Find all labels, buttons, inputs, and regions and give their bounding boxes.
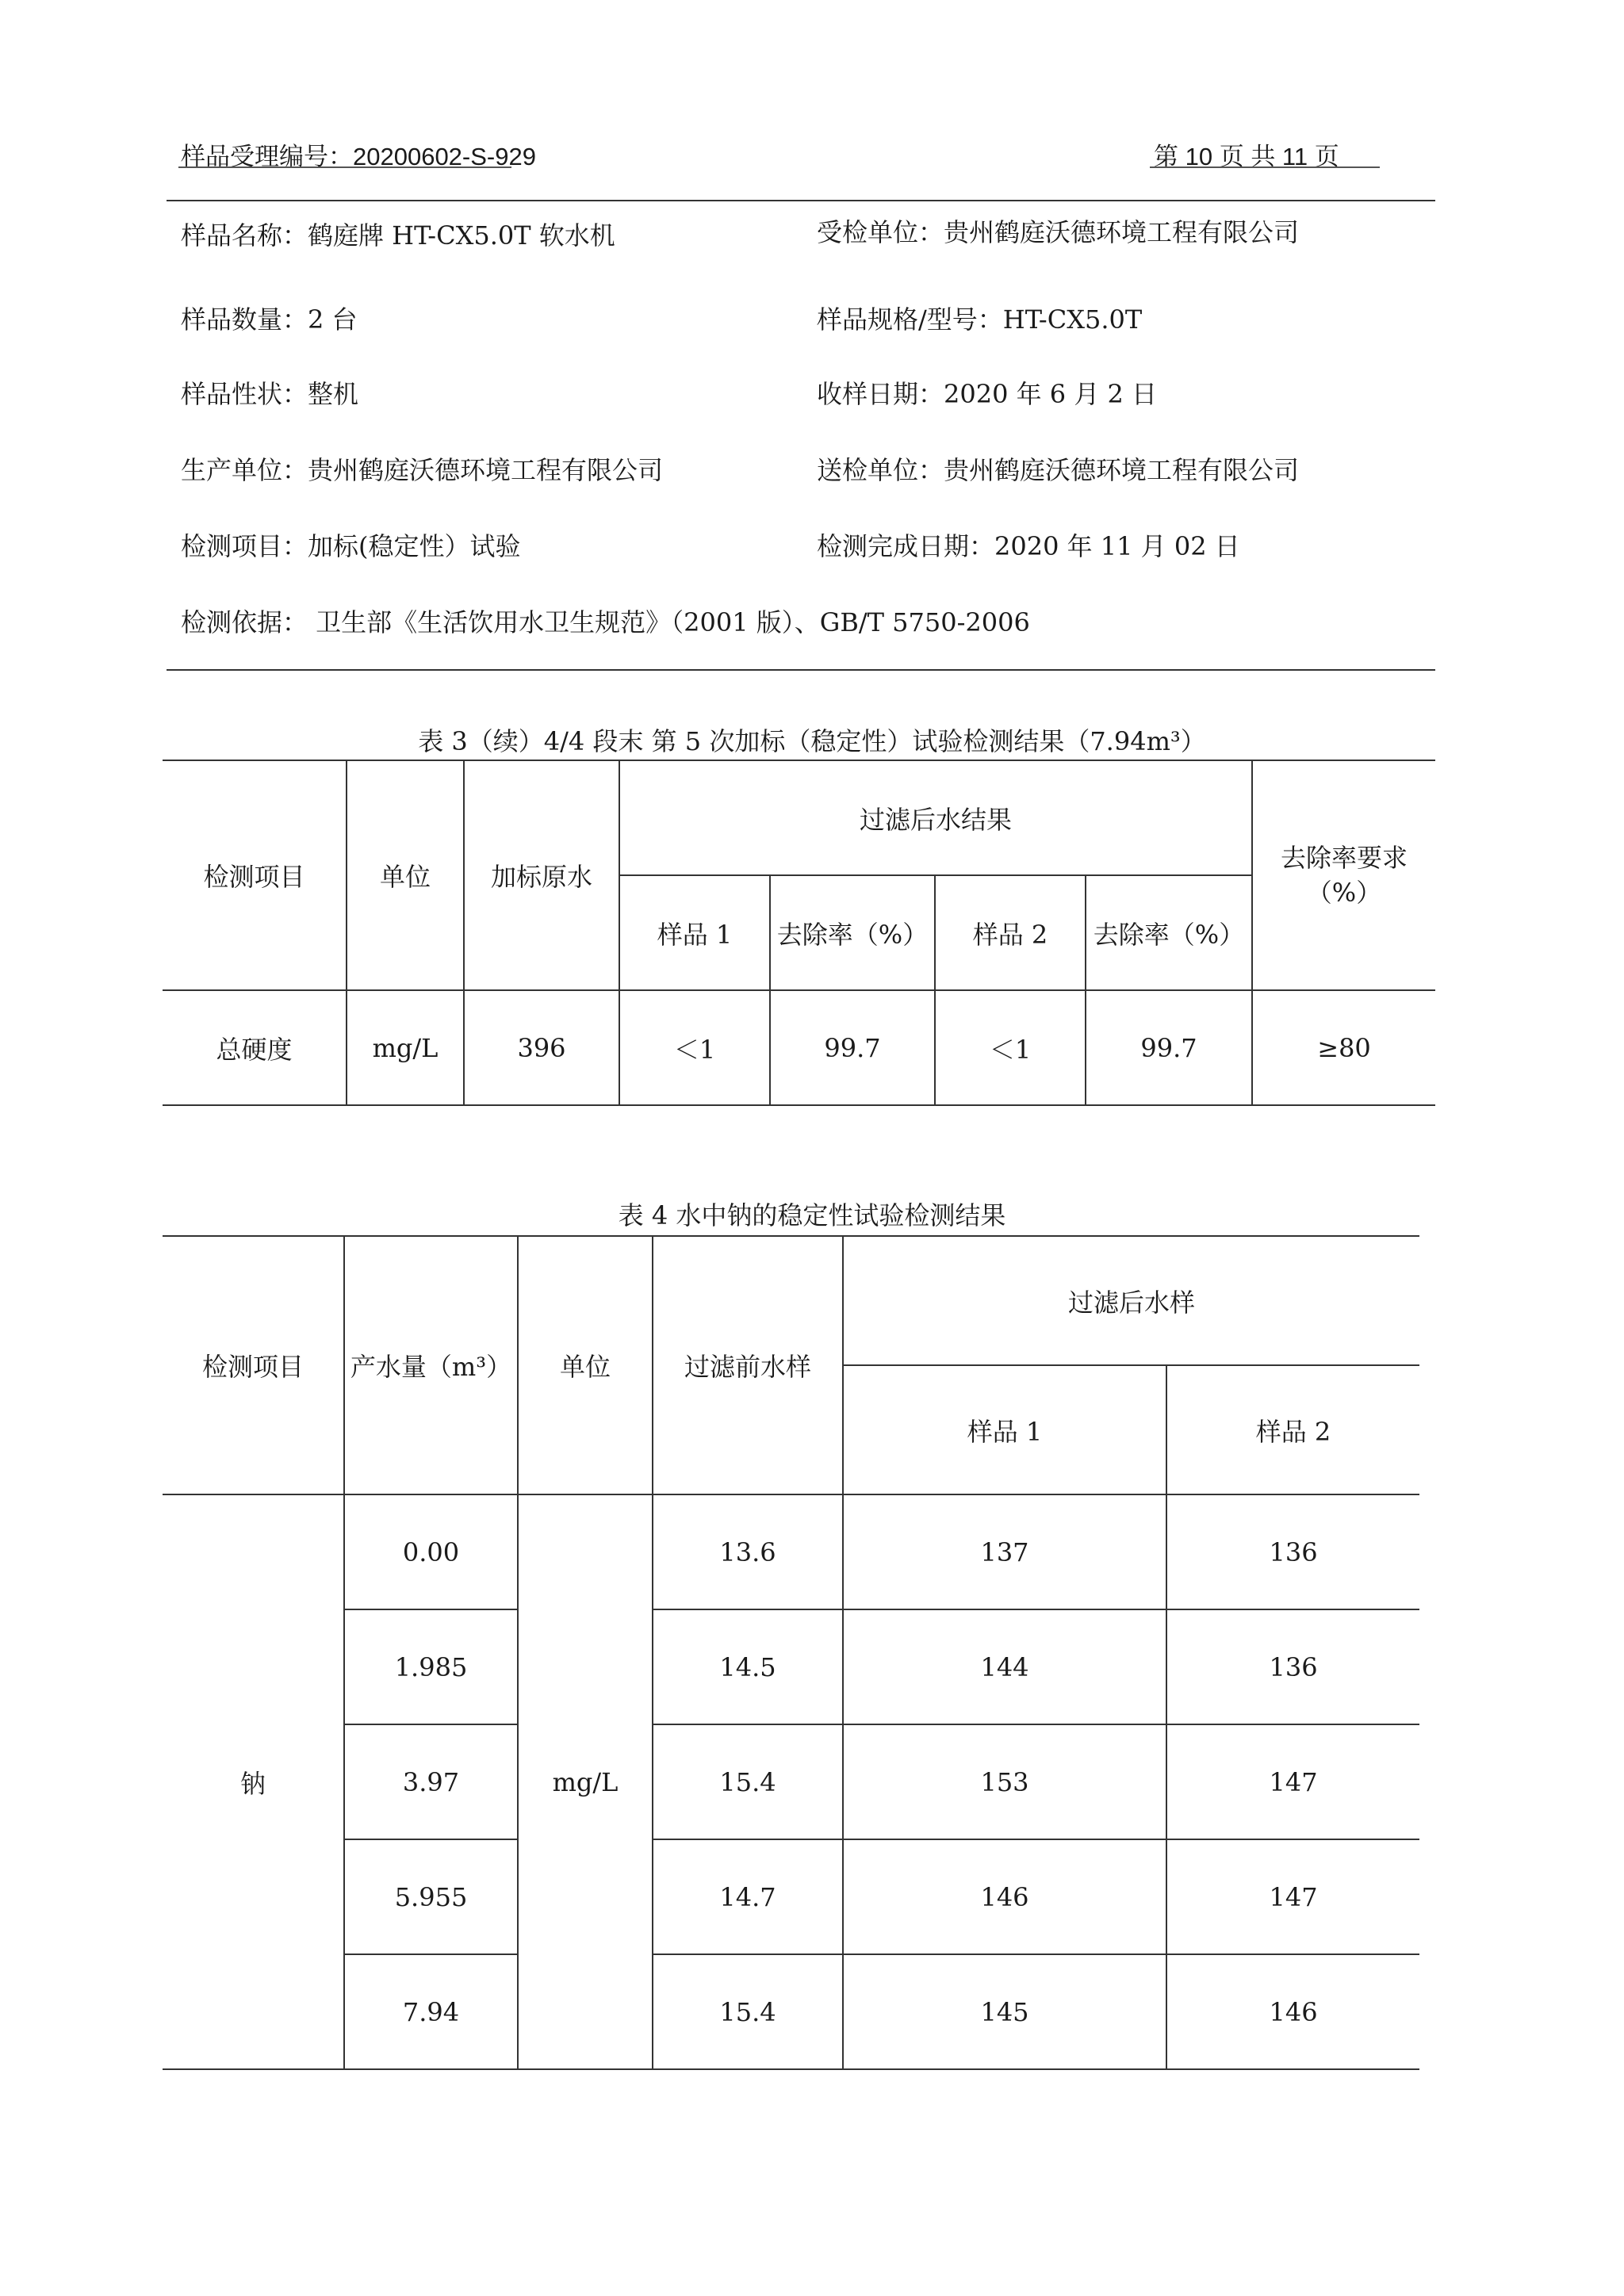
- t4-header-sample1: 样品 1: [843, 1365, 1166, 1494]
- t3-header-spiked: 加标原水: [464, 760, 619, 990]
- t4-volume: 3.97: [344, 1724, 518, 1839]
- table3: [163, 760, 1435, 1106]
- t4-before: 13.6: [653, 1494, 843, 1609]
- t4-volume: 5.955: [344, 1839, 518, 1954]
- client-unit: 受检单位：贵州鹤庭沃德环境工程有限公司: [817, 217, 1300, 247]
- t4-header-unit: 单位: [518, 1236, 653, 1494]
- table3-caption: 表 3（续）4/4 段末 第 5 次加标（稳定性）试验检测结果（7.94m³）: [418, 726, 1206, 756]
- completion-date: 检测完成日期：2020 年 11 月 02 日: [817, 531, 1240, 561]
- t4-volume: 0.00: [344, 1494, 518, 1609]
- t4-before: 14.5: [653, 1609, 843, 1724]
- t3-spiked: 396: [464, 990, 619, 1105]
- t3-header-item: 检测项目: [163, 760, 347, 990]
- test-basis: 检测依据： 卫生部《生活饮用水卫生规范》（2001 版）、GB/T 5750-2006: [181, 607, 1030, 637]
- header-divider: [167, 200, 1435, 201]
- t4-sample2: 136: [1166, 1609, 1419, 1724]
- t4-volume: 7.94: [344, 1954, 518, 2069]
- t4-header-item: 检测项目: [163, 1236, 344, 1494]
- table-row: [163, 990, 1435, 1105]
- t4-unit: mg/L: [518, 1494, 653, 2069]
- t4-sample1: 144: [843, 1609, 1166, 1724]
- t3-header-requirement: 去除率要求（%）: [1252, 760, 1435, 990]
- t3-sample1: ＜1: [619, 990, 770, 1105]
- accept-number: 样品受理编号：20200602-S-929: [181, 143, 536, 170]
- header-underline-left: [178, 166, 511, 168]
- t4-sample2: 146: [1166, 1954, 1419, 2069]
- table-row: [163, 1494, 1419, 1609]
- t4-before: 15.4: [653, 1954, 843, 2069]
- t4-header-after: 过滤后水样: [843, 1236, 1419, 1365]
- t4-header-sample2: 样品 2: [1166, 1365, 1419, 1494]
- test-item: 检测项目：加标(稳定性）试验: [181, 531, 521, 561]
- t3-header-rate2: 去除率（%）: [1086, 875, 1252, 990]
- table-row: [163, 1609, 1419, 1724]
- t3-unit: mg/L: [347, 990, 464, 1105]
- sample-quantity: 样品数量：2 台: [181, 304, 358, 335]
- sample-name: 样品名称：鹤庭牌 HT-CX5.0T 软水机: [181, 220, 615, 251]
- t3-header-filtered: 过滤后水结果: [619, 760, 1252, 875]
- t3-rate1: 99.7: [770, 990, 935, 1105]
- t4-header-volume: 产水量（m³）: [344, 1236, 518, 1494]
- t3-requirement: ≥80: [1252, 990, 1435, 1105]
- t3-header-rate1: 去除率（%）: [770, 875, 935, 990]
- t4-header-before: 过滤前水样: [653, 1236, 843, 1494]
- manufacturer: 生产单位：贵州鹤庭沃德环境工程有限公司: [181, 455, 664, 485]
- t4-sample1: 145: [843, 1954, 1166, 2069]
- t4-before: 15.4: [653, 1724, 843, 1839]
- t3-header-sample2: 样品 2: [935, 875, 1086, 990]
- t3-sample2: ＜1: [935, 990, 1086, 1105]
- t4-sample2: 147: [1166, 1724, 1419, 1839]
- table-row: [163, 1724, 1419, 1839]
- t4-volume: 1.985: [344, 1609, 518, 1724]
- sender-unit: 送检单位：贵州鹤庭沃德环境工程有限公司: [817, 455, 1300, 485]
- received-date: 收样日期：2020 年 6 月 2 日: [817, 379, 1158, 409]
- table4-caption: 表 4 水中钠的稳定性试验检测结果: [618, 1200, 1006, 1230]
- t4-sample2: 147: [1166, 1839, 1419, 1954]
- t3-header-unit: 单位: [347, 760, 464, 990]
- t3-item: 总硬度: [163, 990, 347, 1105]
- page-number: 第 10 页 共 11 页: [1154, 143, 1339, 170]
- t4-sample1: 137: [843, 1494, 1166, 1609]
- t4-before: 14.7: [653, 1839, 843, 1954]
- t4-item: 钠: [163, 1494, 344, 2069]
- t4-sample2: 136: [1166, 1494, 1419, 1609]
- t4-sample1: 146: [843, 1839, 1166, 1954]
- t4-sample1: 153: [843, 1724, 1166, 1839]
- table-row: [163, 1954, 1419, 2069]
- t3-rate2: 99.7: [1086, 990, 1252, 1105]
- sample-model: 样品规格/型号：HT-CX5.0T: [817, 304, 1143, 335]
- table-row: [163, 1839, 1419, 1954]
- sample-condition: 样品性状：整机: [181, 379, 359, 409]
- info-divider: [167, 669, 1435, 671]
- t3-header-sample1: 样品 1: [619, 875, 770, 990]
- header-underline-right: [1150, 166, 1380, 168]
- table4: [163, 1235, 1419, 2070]
